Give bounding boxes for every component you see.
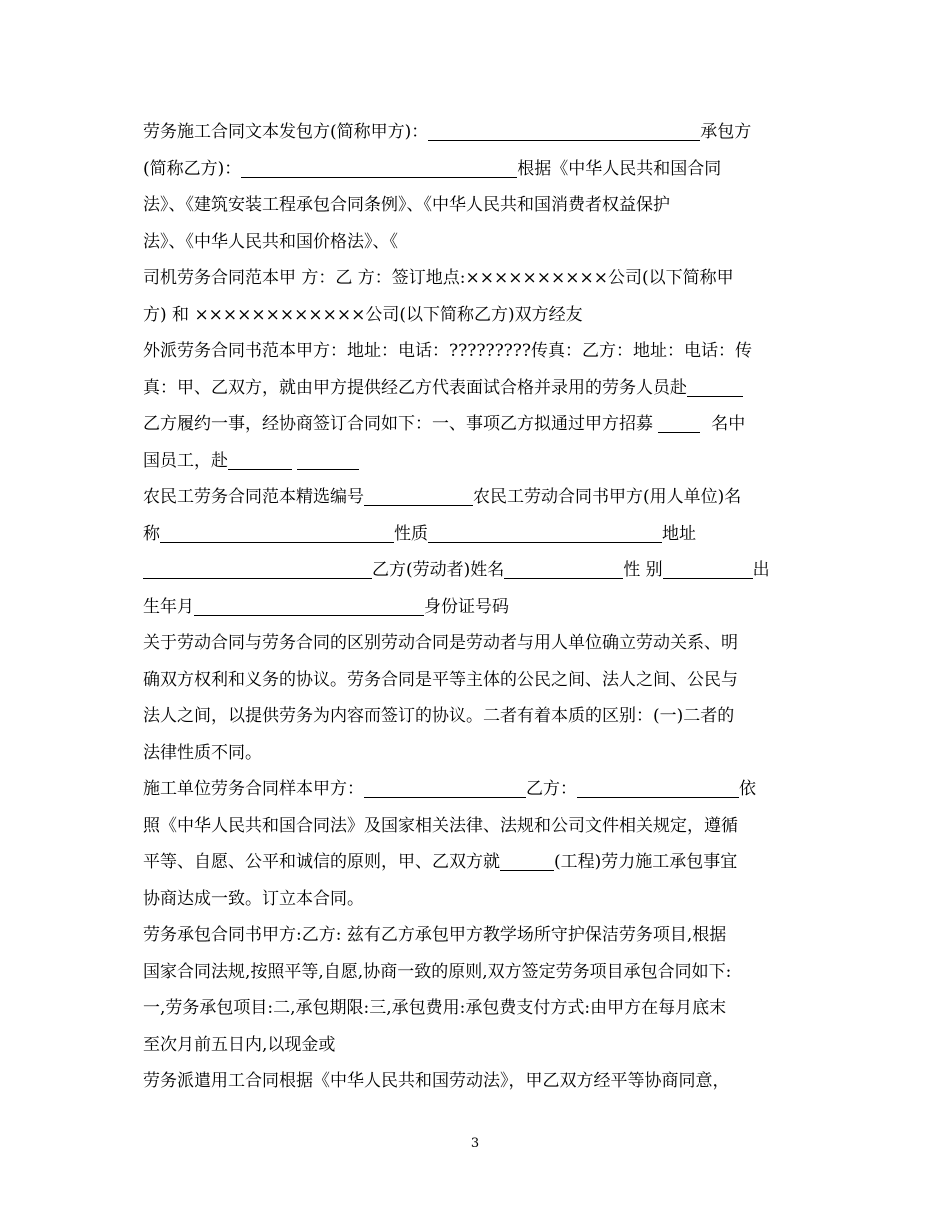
page-number: 3 [470, 1136, 480, 1151]
fill-in-blank [500, 851, 554, 871]
text-run: (工程)劳力施工承包事宜 [554, 852, 738, 872]
fill-in-blank [143, 559, 372, 579]
fill-in-blank [241, 158, 517, 178]
text-line [143, 954, 813, 991]
fill-in-blank [577, 778, 739, 798]
text-run: 法》、《建筑安装工程承包合同条例》、《中华人民共和国消费者权益保护 [143, 195, 670, 215]
text-line [143, 771, 813, 808]
text-line [143, 1027, 813, 1064]
text-run: 性质 [394, 523, 428, 544]
fill-in-blank [663, 559, 753, 579]
text-line [143, 844, 813, 881]
fill-in-blank [160, 523, 394, 543]
text-line [143, 698, 813, 735]
text-run: 承包方 [700, 122, 752, 142]
text-line [143, 516, 813, 553]
text-run: 地址 [662, 523, 696, 544]
text-run: 生年月 [143, 596, 194, 617]
text-run: 性 别 [623, 560, 663, 580]
fill-in-blank [228, 450, 292, 470]
text-run: 真：甲、乙双方，就由甲方提供经乙方代表面试合格并录用的劳务人员赴 [143, 377, 687, 398]
text-line [143, 187, 813, 224]
text-line [143, 260, 813, 297]
text-run: 平等、自愿、公平和诚信的原则，甲、乙双方就 [143, 852, 500, 872]
text-run: 出 [752, 560, 770, 580]
text-run: 外派劳务合同书范本甲方：地址：电话：?????????传真：乙方：地址：电话：传 [143, 341, 753, 361]
text-run: 劳务派遣用工合同根据《中华人民共和国劳动法》，甲乙双方经平等协商同意， [143, 1071, 730, 1091]
text-run: 方) 和 ××××××××××××公司(以下简称乙方)双方经友 [143, 304, 583, 325]
text-line [143, 297, 813, 334]
text-line [143, 151, 813, 188]
text-run: 司机劳务合同范本甲 方：乙 方：签订地点:××××××××××公司(以下简称甲 [143, 268, 734, 288]
text-line [143, 917, 813, 954]
text-line [143, 443, 813, 480]
text-run: 照《中华人民共和国合同法》及国家相关法律、法规和公司文件相关规定，遵循 [143, 815, 738, 836]
fill-in-blank [364, 778, 526, 798]
text-run: 依 [739, 779, 756, 799]
text-run: 确双方权利和义务的协议。劳务合同是平等主体的公民之间、法人之间、公民与 [143, 669, 738, 690]
text-run: 法人之间，以提供劳务为内容而签订的协议。二者有着本质的区别：(一)二者的 [143, 706, 735, 726]
fill-in-blank [687, 377, 743, 397]
text-line [143, 881, 813, 918]
text-line [143, 589, 813, 626]
text-run: 一,劳务承包项目:二,承包期限:三,承包费用:承包费支付方式:由甲方在每月底末 [143, 998, 727, 1018]
text-line [143, 370, 813, 407]
text-line [143, 479, 813, 516]
text-run: 法》、《中华人民共和国价格法》、《 [143, 231, 398, 252]
text-line [143, 406, 813, 443]
text-run: 根据《中华人民共和国合同 [517, 158, 722, 179]
text-run: 劳务施工合同文本发包方(简称甲方)： [143, 122, 429, 142]
text-line [143, 114, 813, 151]
text-run: 国家合同法规,按照平等,自愿,协商一致的原则,双方签定劳务项目承包合同如下: [143, 961, 732, 982]
fill-in-blank [428, 121, 700, 141]
text-run: 乙方履约一事，经协商签订合同如下：一、事项乙方拟通过甲方招募 [143, 414, 659, 434]
text-run: 称 [143, 523, 160, 544]
fill-in-blank [428, 523, 662, 543]
document-body [143, 114, 813, 1100]
text-run: 乙方(劳动者)姓名 [372, 560, 505, 580]
text-run: 农民工劳动合同书甲方(用人单位)名 [473, 487, 742, 507]
text-run: 身份证号码 [424, 596, 509, 617]
fill-in-blank [658, 413, 700, 433]
text-line [143, 224, 813, 261]
text-run: 国员工，赴 [143, 450, 228, 471]
text-run: 至次月前五日内,以现金或 [143, 1034, 336, 1055]
text-line [143, 990, 813, 1027]
text-line [143, 552, 813, 589]
text-line [143, 625, 813, 662]
fill-in-blank [364, 486, 473, 506]
text-line [143, 808, 813, 845]
text-run: 劳务承包合同书甲方:乙方: 兹有乙方承包甲方教学场所守护保洁劳务项目,根据 [143, 925, 727, 945]
text-run: 乙方： [526, 779, 577, 799]
text-run: 农民工劳务合同范本精选编号 [143, 487, 364, 507]
text-run: 关于劳动合同与劳务合同的区别劳动合同是劳动者与用人单位确立劳动关系、明 [143, 633, 738, 653]
text-run: 法律性质不同。 [143, 742, 262, 763]
text-run: 名中 [700, 414, 746, 434]
text-run: 施工单位劳务合同样本甲方： [143, 779, 364, 799]
text-line [143, 735, 813, 772]
fill-in-blank [297, 450, 359, 470]
fill-in-blank [504, 559, 623, 579]
fill-in-blank [194, 596, 424, 616]
text-run: 协商达成一致。订立本合同。 [143, 888, 364, 909]
text-line [143, 333, 813, 370]
text-line [143, 662, 813, 699]
text-line [143, 1063, 813, 1100]
text-run: (简称乙方)： [143, 158, 242, 179]
